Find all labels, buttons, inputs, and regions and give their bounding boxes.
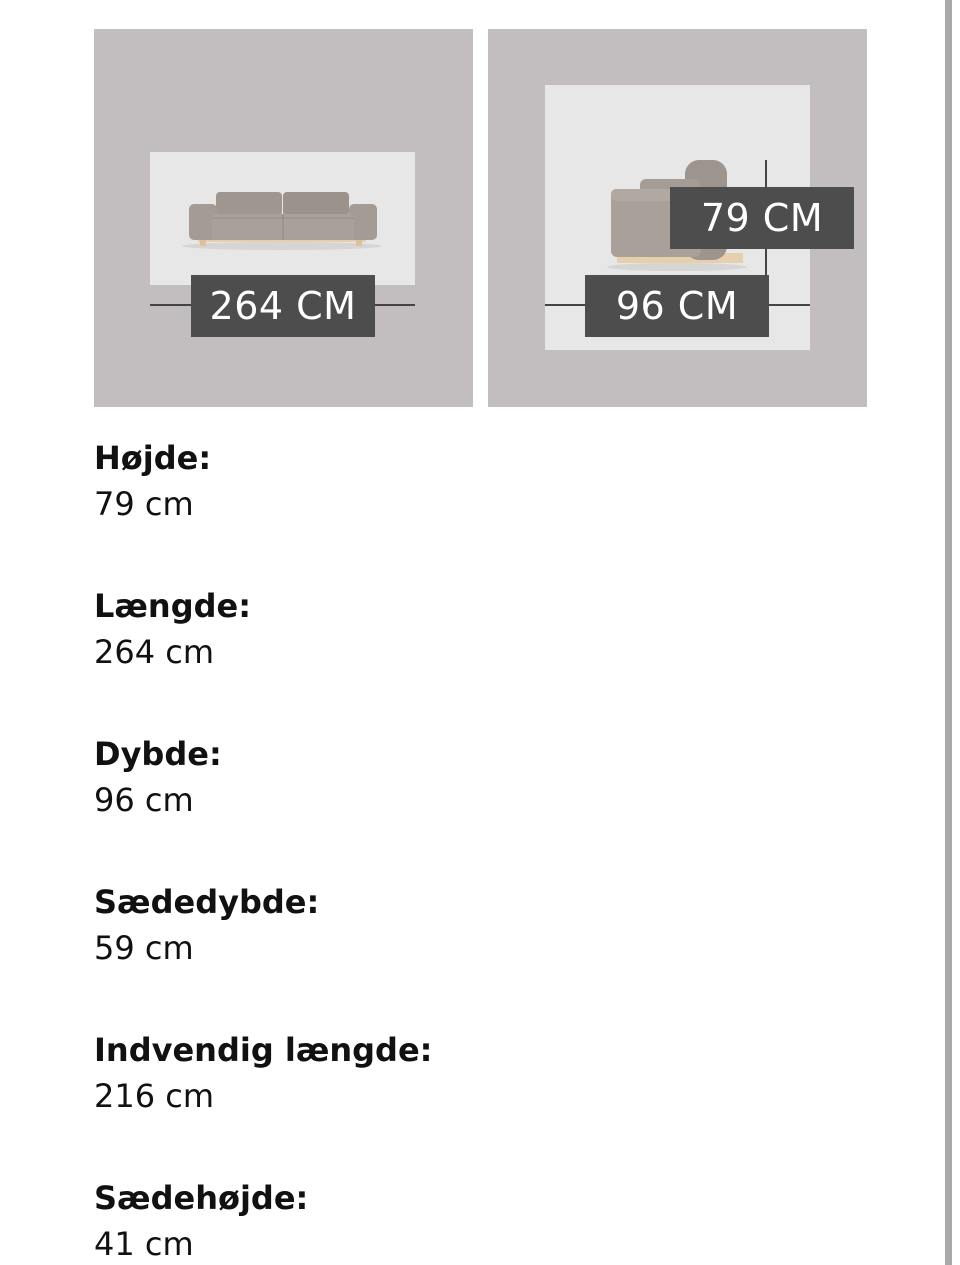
spec-item-length (94, 584, 914, 732)
spec-value: 41 cm (94, 1225, 194, 1263)
spec-value: 79 cm (94, 485, 194, 523)
dimension-spec-list (94, 436, 914, 1265)
sofa-front-photo (150, 152, 415, 285)
spec-item-seat-height (94, 1176, 914, 1265)
spec-label: Sædehøjde: (94, 1179, 309, 1217)
height-dimension-tag: 79 CM (670, 187, 854, 249)
spec-label: Længde: (94, 587, 252, 625)
spec-item-inner-length (94, 1028, 914, 1176)
depth-dimension-tag: 96 CM (585, 275, 769, 337)
spec-value: 96 cm (94, 781, 194, 819)
spec-label: Indvendig længde: (94, 1031, 433, 1069)
page-scrollbar[interactable] (945, 0, 952, 1265)
spec-label: Højde: (94, 439, 212, 477)
spec-value: 264 cm (94, 633, 215, 671)
sofa-front-illustration (150, 152, 415, 285)
spec-value: 216 cm (94, 1077, 215, 1115)
spec-item-height (94, 436, 914, 584)
spec-value: 59 cm (94, 929, 194, 967)
front-view-dimension-image (94, 29, 473, 407)
spec-item-depth (94, 732, 914, 880)
spec-item-seat-depth (94, 880, 914, 1028)
side-view-dimension-image (488, 29, 867, 407)
spec-label: Dybde: (94, 735, 222, 773)
spec-label: Sædedybde: (94, 883, 320, 921)
width-dimension-tag: 264 CM (191, 275, 375, 337)
